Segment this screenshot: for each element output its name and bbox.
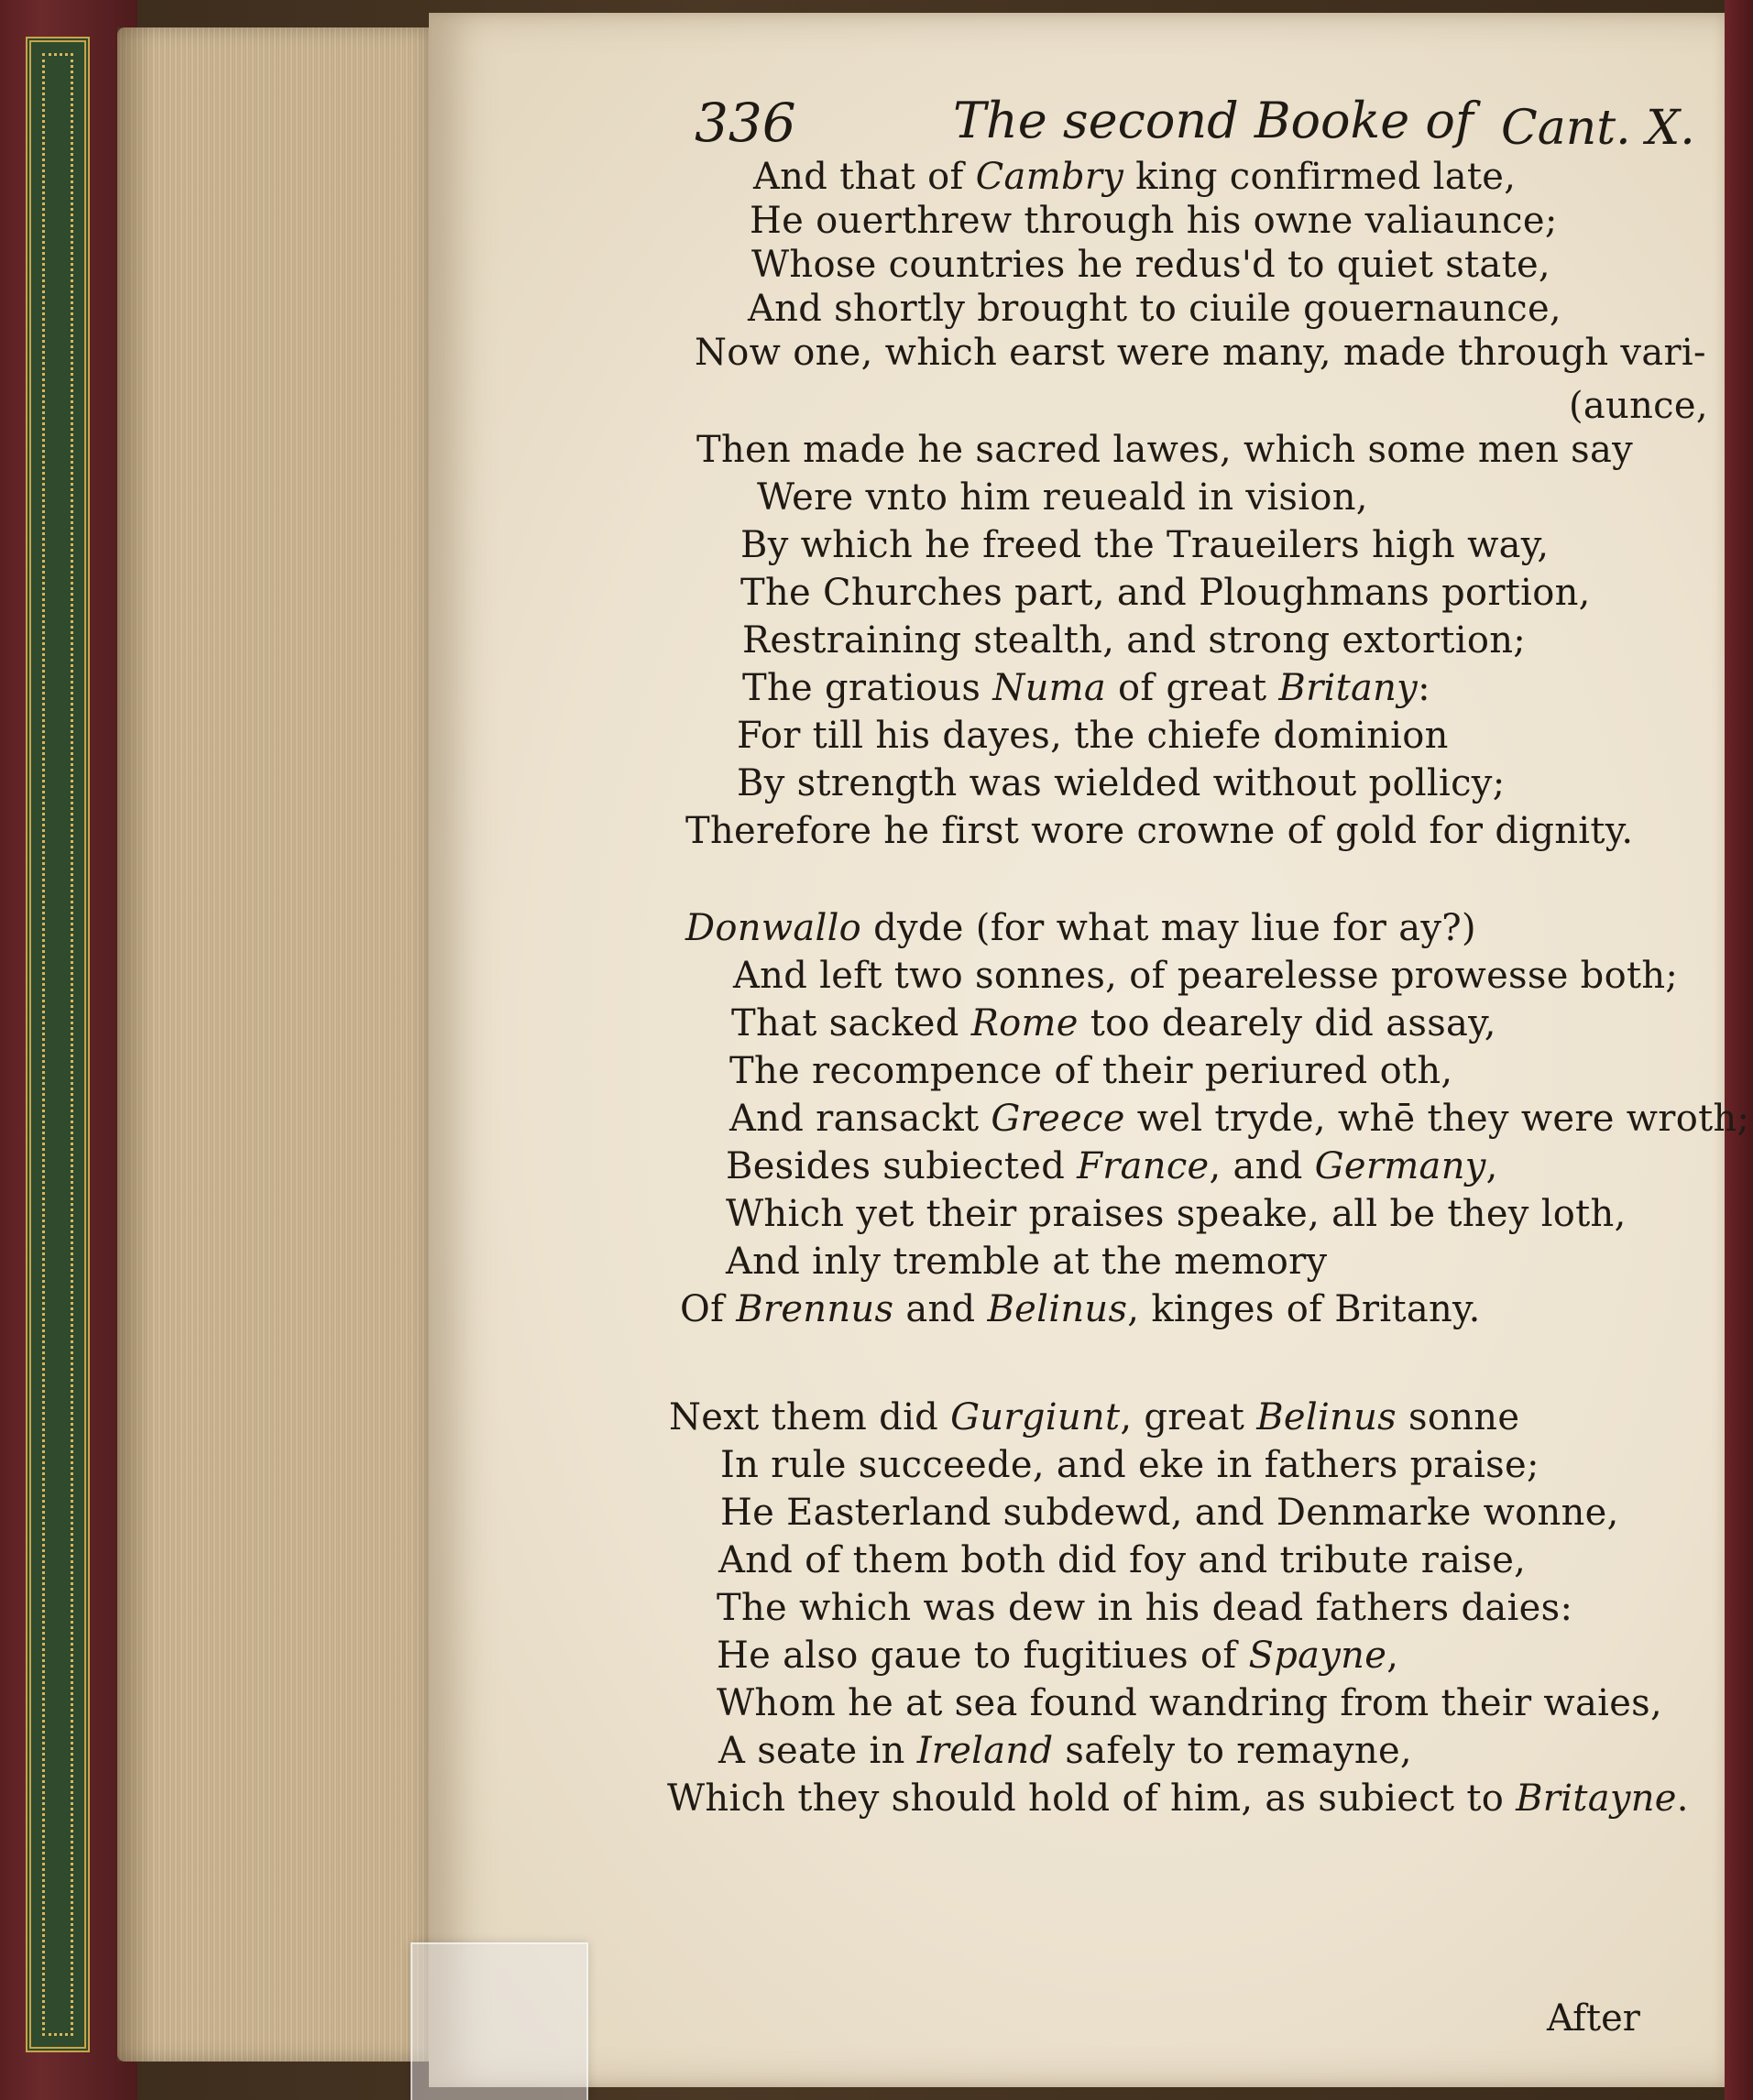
verse-text-run: Then made he sacred lawes, which some men say — [696, 429, 1634, 471]
italic-name: Donwallo — [685, 907, 862, 949]
verse-text-run: The which was dew in his dead fathers daies: — [717, 1587, 1573, 1629]
italic-name: Belinus — [1256, 1396, 1397, 1438]
verse-text-run: Which they should hold of him, as subiect to — [667, 1777, 1517, 1820]
verse-text-run: Now one, which earst were many, made through vari- — [695, 332, 1706, 374]
verse-text-run: The gratious — [742, 667, 993, 709]
verse-line — [729, 1098, 1749, 1140]
verse-line — [731, 1002, 1496, 1045]
verse-line — [667, 1777, 1689, 1820]
verse-line — [720, 1492, 1619, 1534]
italic-name: Ireland — [916, 1730, 1054, 1772]
verse-line — [680, 1288, 1481, 1330]
verse-text-run: Whose countries he redus'd to quiet state, — [751, 244, 1550, 286]
verse-text-run: , — [1485, 1145, 1498, 1187]
verse-text-run: (aunce, — [1569, 385, 1708, 427]
verse-text-run: Which yet their praises speake, all be they loth, — [726, 1193, 1627, 1235]
verse-line — [685, 810, 1633, 852]
verse-text-run: And left two sonnes, of pearelesse prowesse both; — [733, 955, 1679, 997]
verse-line — [695, 332, 1706, 374]
verse-text-run: dyde (for what may liue for ay?) — [861, 907, 1476, 949]
verse-line — [726, 1145, 1498, 1187]
verse-text-run: and — [893, 1288, 988, 1330]
verse-text-run: , kinges of Britany. — [1127, 1288, 1481, 1330]
verse-line — [733, 955, 1678, 997]
verse-text-run: And inly tremble at the memory — [726, 1241, 1328, 1283]
cover-right-edge — [1725, 0, 1753, 2100]
page-number: 336 — [695, 92, 796, 154]
verse-text-run: In rule succeede, and eke in fathers praise; — [720, 1444, 1539, 1486]
verse-line — [753, 156, 1516, 198]
verse-text-run: Besides subiected — [726, 1145, 1078, 1187]
gilt-border-decoration — [26, 37, 90, 2052]
page-clip — [411, 1942, 588, 2100]
italic-name: Cambry — [975, 156, 1124, 198]
verse-text-run: , great — [1120, 1396, 1257, 1438]
verse-line — [717, 1635, 1398, 1677]
verse-line — [729, 1050, 1452, 1092]
italic-name: Greece — [991, 1098, 1125, 1140]
verse-line — [720, 1444, 1539, 1486]
italic-name: France — [1077, 1145, 1210, 1187]
verse-text-run: sonne — [1397, 1396, 1520, 1438]
page-block-edges — [117, 27, 438, 2062]
verse-text-run: , and — [1209, 1145, 1315, 1187]
verse-text-run: A seate in — [718, 1730, 917, 1772]
italic-name: Germany — [1314, 1145, 1486, 1187]
italic-name: Gurgiunt — [950, 1396, 1121, 1438]
verse-line — [696, 429, 1633, 471]
gilt-inner-border — [42, 53, 73, 2036]
italic-name: Britayne — [1516, 1777, 1677, 1820]
verse-line — [726, 1193, 1627, 1235]
verse-text-run: By strength was wielded without pollicy; — [737, 762, 1506, 804]
verse-line — [742, 667, 1430, 709]
verse-line — [685, 907, 1476, 949]
verse-line — [740, 524, 1549, 566]
italic-name: Brennus — [736, 1288, 894, 1330]
verse-text-run: He ouerthrew through his owne valiaunce; — [750, 200, 1558, 242]
verse-line — [748, 288, 1561, 330]
verse-line — [740, 572, 1591, 614]
verse-text-run: The Churches part, and Ploughmans portion, — [740, 572, 1591, 614]
verse-text-run: He also gaue to fugitiues of — [717, 1635, 1249, 1677]
verse-text-run: of great — [1106, 667, 1279, 709]
verse-text-run: king confirmed late, — [1123, 156, 1517, 198]
italic-name: Spayne — [1248, 1635, 1387, 1677]
verse-text-run: Of — [680, 1288, 737, 1330]
catchword: After — [1547, 1997, 1640, 2040]
verse-text-run: wel tryde, whē they were wroth; — [1124, 1098, 1750, 1140]
verse-text-run: . — [1676, 1777, 1689, 1820]
verse-text-run: And of them both did foy and tribute raise, — [718, 1539, 1527, 1581]
verse-line — [751, 244, 1550, 286]
canto-label: Cant. X. — [1501, 101, 1695, 156]
italic-name: Belinus — [987, 1288, 1128, 1330]
verse-line — [717, 1682, 1662, 1724]
verse-text-run: And ransackt — [729, 1098, 992, 1140]
verse-line — [717, 1587, 1572, 1629]
verse-text-run: Were vnto him reueald in vision, — [757, 476, 1368, 519]
italic-name: Numa — [992, 667, 1107, 709]
verse-text-run: The recompence of their periured oth, — [729, 1050, 1453, 1092]
running-title: The second Booke of — [953, 92, 1474, 149]
verse-text-run: And shortly brought to ciuile gouernaunce, — [748, 288, 1561, 330]
verse-line — [1569, 385, 1708, 427]
verse-text-run: Next them did — [669, 1396, 951, 1438]
verse-text-run: For till his dayes, the chiefe dominion — [737, 715, 1449, 757]
verse-text-run: too dearely did assay, — [1078, 1002, 1496, 1045]
verse-text-run: That sacked — [731, 1002, 971, 1045]
verse-line — [757, 476, 1368, 519]
verse-line — [669, 1396, 1519, 1438]
italic-name: Rome — [970, 1002, 1079, 1045]
verse-text-run: By which he freed the Traueilers high way, — [740, 524, 1550, 566]
verse-text-run: Therefore he first wore crowne of gold for dignity. — [685, 810, 1634, 852]
italic-name: Britany — [1278, 667, 1419, 709]
verse-text-run: , — [1386, 1635, 1399, 1677]
verse-line — [718, 1539, 1526, 1581]
verse-text-run: Restraining stealth, and strong extortion; — [742, 619, 1527, 662]
verse-line — [726, 1241, 1327, 1283]
verse-line — [737, 715, 1449, 757]
verse-line — [737, 762, 1505, 804]
verse-line — [750, 200, 1558, 242]
verse-text-run: And that of — [753, 156, 976, 198]
verse-text-run: : — [1418, 667, 1430, 709]
verse-line — [742, 619, 1526, 662]
verse-line — [718, 1730, 1412, 1772]
verse-text-run: He Easterland subdewd, and Denmarke wonne, — [720, 1492, 1619, 1534]
verse-text-run: safely to remayne, — [1053, 1730, 1412, 1772]
verse-text-run: Whom he at sea found wandring from their waies, — [717, 1682, 1663, 1724]
